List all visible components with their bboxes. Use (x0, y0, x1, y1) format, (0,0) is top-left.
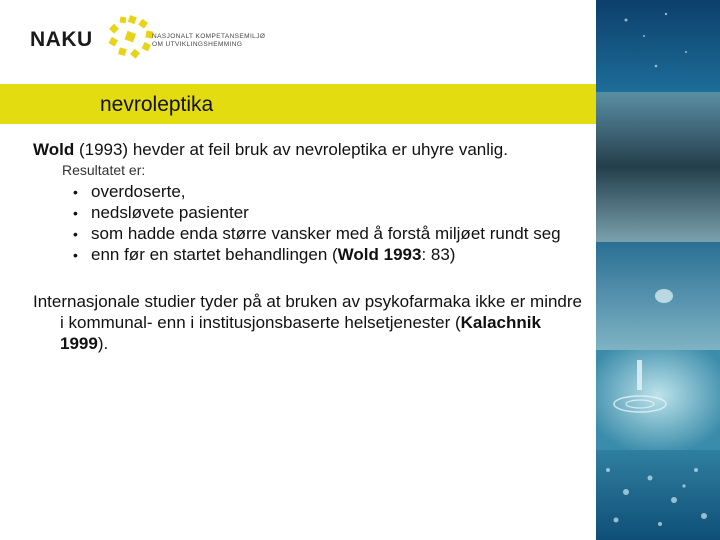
logo-subtitle-line1: NASJONALT KOMPETANSEMILJØ (152, 33, 266, 40)
resultat-label: Resultatet er: (62, 162, 146, 178)
ref-wold-1993: Wold 1993 (337, 245, 422, 264)
bullet-text: overdoserte, (91, 182, 186, 201)
naku-logo (30, 14, 266, 66)
para2-post: ). (97, 334, 109, 353)
intro-rest: (1993) hevder at feil bruk av nevroleptika er uhyre vanlig. (74, 140, 508, 159)
bullet-text: som hadde enda større vansker med å forstå miljøet rundt seg (91, 224, 561, 243)
list-item (73, 203, 593, 223)
logo-wordmark: NAKU (30, 28, 93, 51)
intro-line (33, 140, 593, 160)
bullet-icon: • (73, 184, 78, 200)
side-photo-strip (596, 0, 720, 540)
author-wold: Wold (33, 140, 75, 159)
ref-kalachnik-1999: Kalachnik 1999 (60, 313, 541, 353)
list-item (73, 182, 593, 202)
bullet-icon: • (73, 247, 78, 263)
studies-paragraph (33, 291, 590, 354)
list-item (73, 224, 593, 244)
logo-subtitle (152, 33, 265, 49)
slide-content (33, 140, 593, 354)
title-band (0, 84, 600, 124)
bullet-text: nedsløvete pasienter (91, 203, 249, 222)
bullet-icon: • (73, 226, 78, 242)
para2-text: Internasjonale studier tyder på at bruken av psykofarmaka ikke er mindre i kommunal- enn i institusjonsbaserte helsetjenester ( (33, 292, 582, 332)
logo-subtitle-line2: OM UTVIKLINGSHEMMING (152, 41, 243, 48)
bullet-list (33, 182, 593, 265)
list-item (73, 245, 593, 265)
bullet-icon: • (73, 205, 78, 221)
slide-title: nevroleptika (100, 93, 214, 116)
bullet-pre: enn før en startet behandlingen ( (91, 245, 338, 264)
bullet-post: : 83) (421, 245, 456, 264)
